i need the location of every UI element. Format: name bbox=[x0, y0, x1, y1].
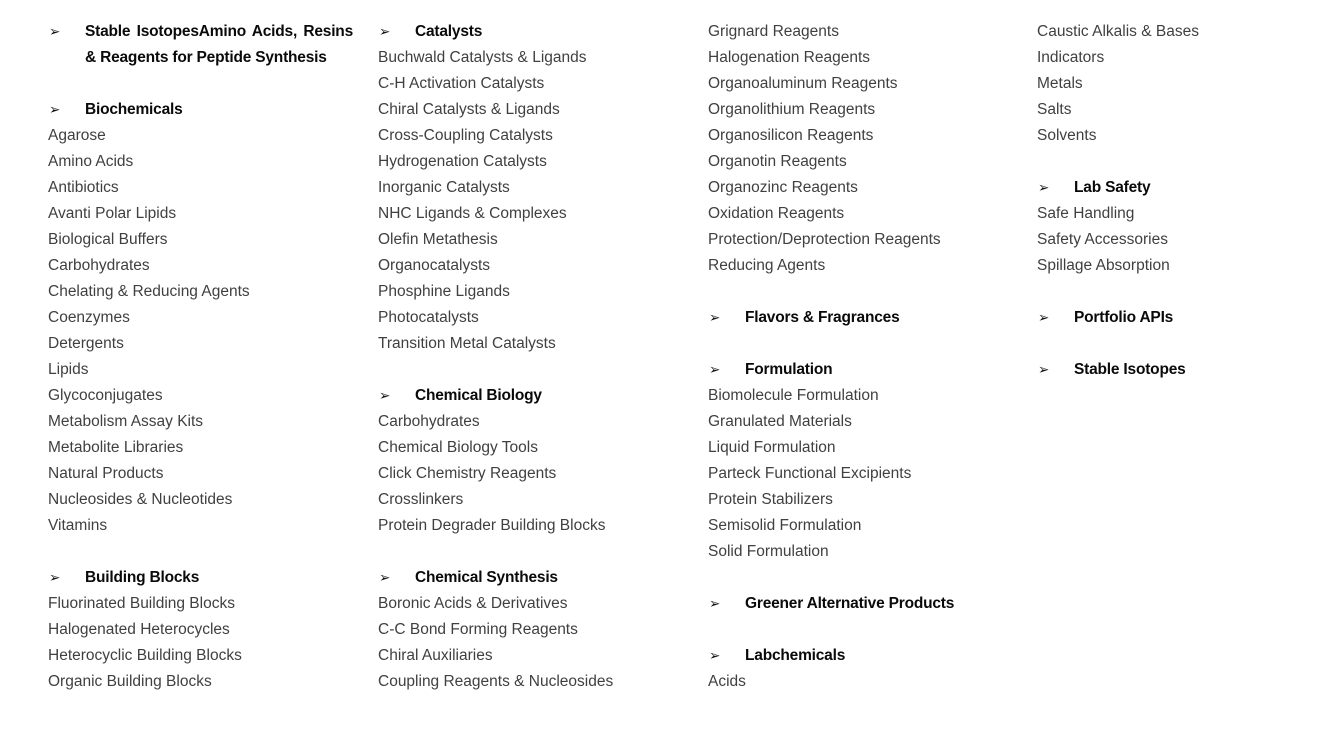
category-link[interactable]: Organocatalysts bbox=[378, 257, 490, 274]
category-header[interactable] bbox=[378, 19, 696, 45]
spacer bbox=[1037, 331, 1343, 357]
category-link[interactable]: Acids bbox=[708, 673, 746, 690]
category-link[interactable]: Carbohydrates bbox=[378, 413, 480, 430]
category-link[interactable]: Transition Metal Catalysts bbox=[378, 335, 556, 352]
category-link[interactable]: Halogenation Reagents bbox=[708, 49, 871, 66]
category-header[interactable] bbox=[48, 19, 366, 71]
category-link[interactable]: Chelating & Reducing Agents bbox=[48, 283, 250, 300]
spacer bbox=[378, 357, 696, 383]
category-link[interactable]: Heterocyclic Building Blocks bbox=[48, 647, 242, 664]
category-header-label: Formulation bbox=[745, 361, 833, 378]
category-link[interactable]: NHC Ligands & Complexes bbox=[378, 205, 567, 222]
category-link[interactable]: Chemical Biology Tools bbox=[378, 439, 538, 456]
category-link[interactable]: Organotin Reagents bbox=[708, 153, 847, 170]
category-link[interactable]: Vitamins bbox=[48, 517, 108, 534]
arrowhead-bullet-icon: ➢ bbox=[1038, 362, 1050, 377]
category-link[interactable]: Natural Products bbox=[48, 465, 164, 482]
category-link[interactable]: Spillage Absorption bbox=[1037, 257, 1170, 274]
spacer bbox=[708, 279, 1026, 305]
category-link[interactable]: Buchwald Catalysts & Ligands bbox=[378, 49, 587, 66]
category-header-label: Portfolio APIs bbox=[1074, 309, 1174, 326]
category-link[interactable]: Boronic Acids & Derivatives bbox=[378, 595, 568, 612]
spacer bbox=[708, 331, 1026, 357]
menu-column-1 bbox=[48, 19, 366, 695]
category-link[interactable]: C-C Bond Forming Reagents bbox=[378, 621, 578, 638]
arrowhead-bullet-icon: ➢ bbox=[709, 596, 721, 611]
category-link[interactable]: Caustic Alkalis & Bases bbox=[1037, 23, 1199, 40]
spacer bbox=[378, 539, 696, 565]
category-link[interactable]: Avanti Polar Lipids bbox=[48, 205, 177, 222]
category-link[interactable]: Fluorinated Building Blocks bbox=[48, 595, 235, 612]
arrowhead-bullet-icon: ➢ bbox=[709, 362, 721, 377]
category-link[interactable]: Grignard Reagents bbox=[708, 23, 839, 40]
category-link[interactable]: Metabolism Assay Kits bbox=[48, 413, 204, 430]
category-header[interactable] bbox=[1037, 305, 1343, 331]
category-link[interactable]: Glycoconjugates bbox=[48, 387, 163, 404]
category-link[interactable]: Metals bbox=[1037, 75, 1083, 92]
category-link[interactable]: Salts bbox=[1037, 101, 1072, 118]
category-link[interactable]: Coupling Reagents & Nucleosides bbox=[378, 673, 614, 690]
category-link[interactable]: Solid Formulation bbox=[708, 543, 829, 560]
category-link[interactable]: C-H Activation Catalysts bbox=[378, 75, 545, 92]
arrowhead-bullet-icon: ➢ bbox=[49, 102, 61, 117]
arrowhead-bullet-icon: ➢ bbox=[379, 24, 391, 39]
category-link[interactable]: Protection/Deprotection Reagents bbox=[708, 231, 941, 248]
spacer bbox=[708, 565, 1026, 591]
category-link[interactable]: Agarose bbox=[48, 127, 106, 144]
category-header-label: Catalysts bbox=[415, 23, 483, 40]
category-link[interactable]: Chiral Auxiliaries bbox=[378, 647, 493, 664]
arrowhead-bullet-icon: ➢ bbox=[379, 570, 391, 585]
category-link[interactable]: Biomolecule Formulation bbox=[708, 387, 879, 404]
category-header-label: Flavors & Fragrances bbox=[745, 309, 900, 326]
spacer bbox=[1037, 149, 1343, 175]
category-link[interactable]: Nucleosides & Nucleotides bbox=[48, 491, 233, 508]
arrowhead-bullet-icon: ➢ bbox=[1038, 180, 1050, 195]
category-header[interactable] bbox=[378, 383, 696, 409]
category-link[interactable]: Biological Buffers bbox=[48, 231, 168, 248]
spacer bbox=[48, 71, 366, 97]
category-link[interactable]: Liquid Formulation bbox=[708, 439, 836, 456]
menu-column-2 bbox=[378, 19, 696, 695]
category-link[interactable]: Parteck Functional Excipients bbox=[708, 465, 912, 482]
arrowhead-bullet-icon: ➢ bbox=[49, 570, 61, 585]
category-link[interactable]: Coenzymes bbox=[48, 309, 130, 326]
category-link[interactable]: Inorganic Catalysts bbox=[378, 179, 510, 196]
category-link[interactable]: Organoaluminum Reagents bbox=[708, 75, 898, 92]
category-header[interactable] bbox=[708, 591, 1026, 617]
category-header[interactable] bbox=[708, 643, 1026, 669]
category-header-label: Biochemicals bbox=[85, 101, 183, 118]
category-link[interactable]: Semisolid Formulation bbox=[708, 517, 862, 534]
category-link[interactable]: Organosilicon Reagents bbox=[708, 127, 874, 144]
category-link[interactable]: Hydrogenation Catalysts bbox=[378, 153, 547, 170]
category-link[interactable]: Indicators bbox=[1037, 49, 1105, 66]
category-link[interactable]: Crosslinkers bbox=[378, 491, 464, 508]
category-link[interactable]: Photocatalysts bbox=[378, 309, 479, 326]
category-link[interactable]: Organic Building Blocks bbox=[48, 673, 212, 690]
category-header-label: Lab Safety bbox=[1074, 179, 1151, 196]
category-header-label: Stable IsotopesAmino Acids, Resins & Reagents for Peptide Synthesis bbox=[85, 23, 353, 66]
category-link[interactable]: Phosphine Ligands bbox=[378, 283, 510, 300]
category-link[interactable]: Antibiotics bbox=[48, 179, 119, 196]
category-link[interactable]: Reducing Agents bbox=[708, 257, 826, 274]
category-header-label: Labchemicals bbox=[745, 647, 846, 664]
arrowhead-bullet-icon: ➢ bbox=[379, 388, 391, 403]
category-link[interactable]: Metabolite Libraries bbox=[48, 439, 184, 456]
category-header[interactable] bbox=[708, 357, 1026, 383]
category-link[interactable]: Olefin Metathesis bbox=[378, 231, 498, 248]
category-header-label: Chemical Biology bbox=[415, 387, 542, 404]
spacer bbox=[708, 617, 1026, 643]
category-link[interactable]: Cross-Coupling Catalysts bbox=[378, 127, 553, 144]
category-link[interactable]: Granulated Materials bbox=[708, 413, 852, 430]
category-link[interactable]: Halogenated Heterocycles bbox=[48, 621, 230, 638]
category-header[interactable] bbox=[378, 565, 696, 591]
category-link[interactable]: Solvents bbox=[1037, 127, 1097, 144]
category-link[interactable]: Oxidation Reagents bbox=[708, 205, 845, 222]
category-header-label: Chemical Synthesis bbox=[415, 569, 558, 586]
menu-column-3 bbox=[708, 19, 1026, 695]
category-link[interactable]: Protein Stabilizers bbox=[708, 491, 833, 508]
category-link[interactable]: Lipids bbox=[48, 361, 89, 378]
category-link[interactable]: Organolithium Reagents bbox=[708, 101, 876, 118]
arrowhead-bullet-icon: ➢ bbox=[709, 310, 721, 325]
category-header[interactable] bbox=[48, 565, 366, 591]
menu-column-4 bbox=[1037, 19, 1343, 383]
category-link[interactable]: Safety Accessories bbox=[1037, 231, 1168, 248]
arrowhead-bullet-icon: ➢ bbox=[49, 24, 61, 39]
category-link[interactable]: Amino Acids bbox=[48, 153, 134, 170]
category-link[interactable]: Protein Degrader Building Blocks bbox=[378, 517, 606, 534]
category-header[interactable] bbox=[1037, 175, 1343, 201]
category-header-label: Stable Isotopes bbox=[1074, 361, 1186, 378]
category-header[interactable] bbox=[708, 305, 1026, 331]
category-link[interactable]: Carbohydrates bbox=[48, 257, 150, 274]
spacer bbox=[1037, 279, 1343, 305]
spacer bbox=[48, 539, 366, 565]
category-link[interactable]: Click Chemistry Reagents bbox=[378, 465, 557, 482]
category-link[interactable]: Safe Handling bbox=[1037, 205, 1135, 222]
arrowhead-bullet-icon: ➢ bbox=[709, 648, 721, 663]
category-link[interactable]: Detergents bbox=[48, 335, 124, 352]
category-link[interactable]: Chiral Catalysts & Ligands bbox=[378, 101, 560, 118]
category-header-label: Building Blocks bbox=[85, 569, 200, 586]
arrowhead-bullet-icon: ➢ bbox=[1038, 310, 1050, 325]
category-header[interactable] bbox=[1037, 357, 1343, 383]
category-header-label: Greener Alternative Products bbox=[745, 595, 955, 612]
category-link[interactable]: Organozinc Reagents bbox=[708, 179, 858, 196]
category-header[interactable] bbox=[48, 97, 366, 123]
